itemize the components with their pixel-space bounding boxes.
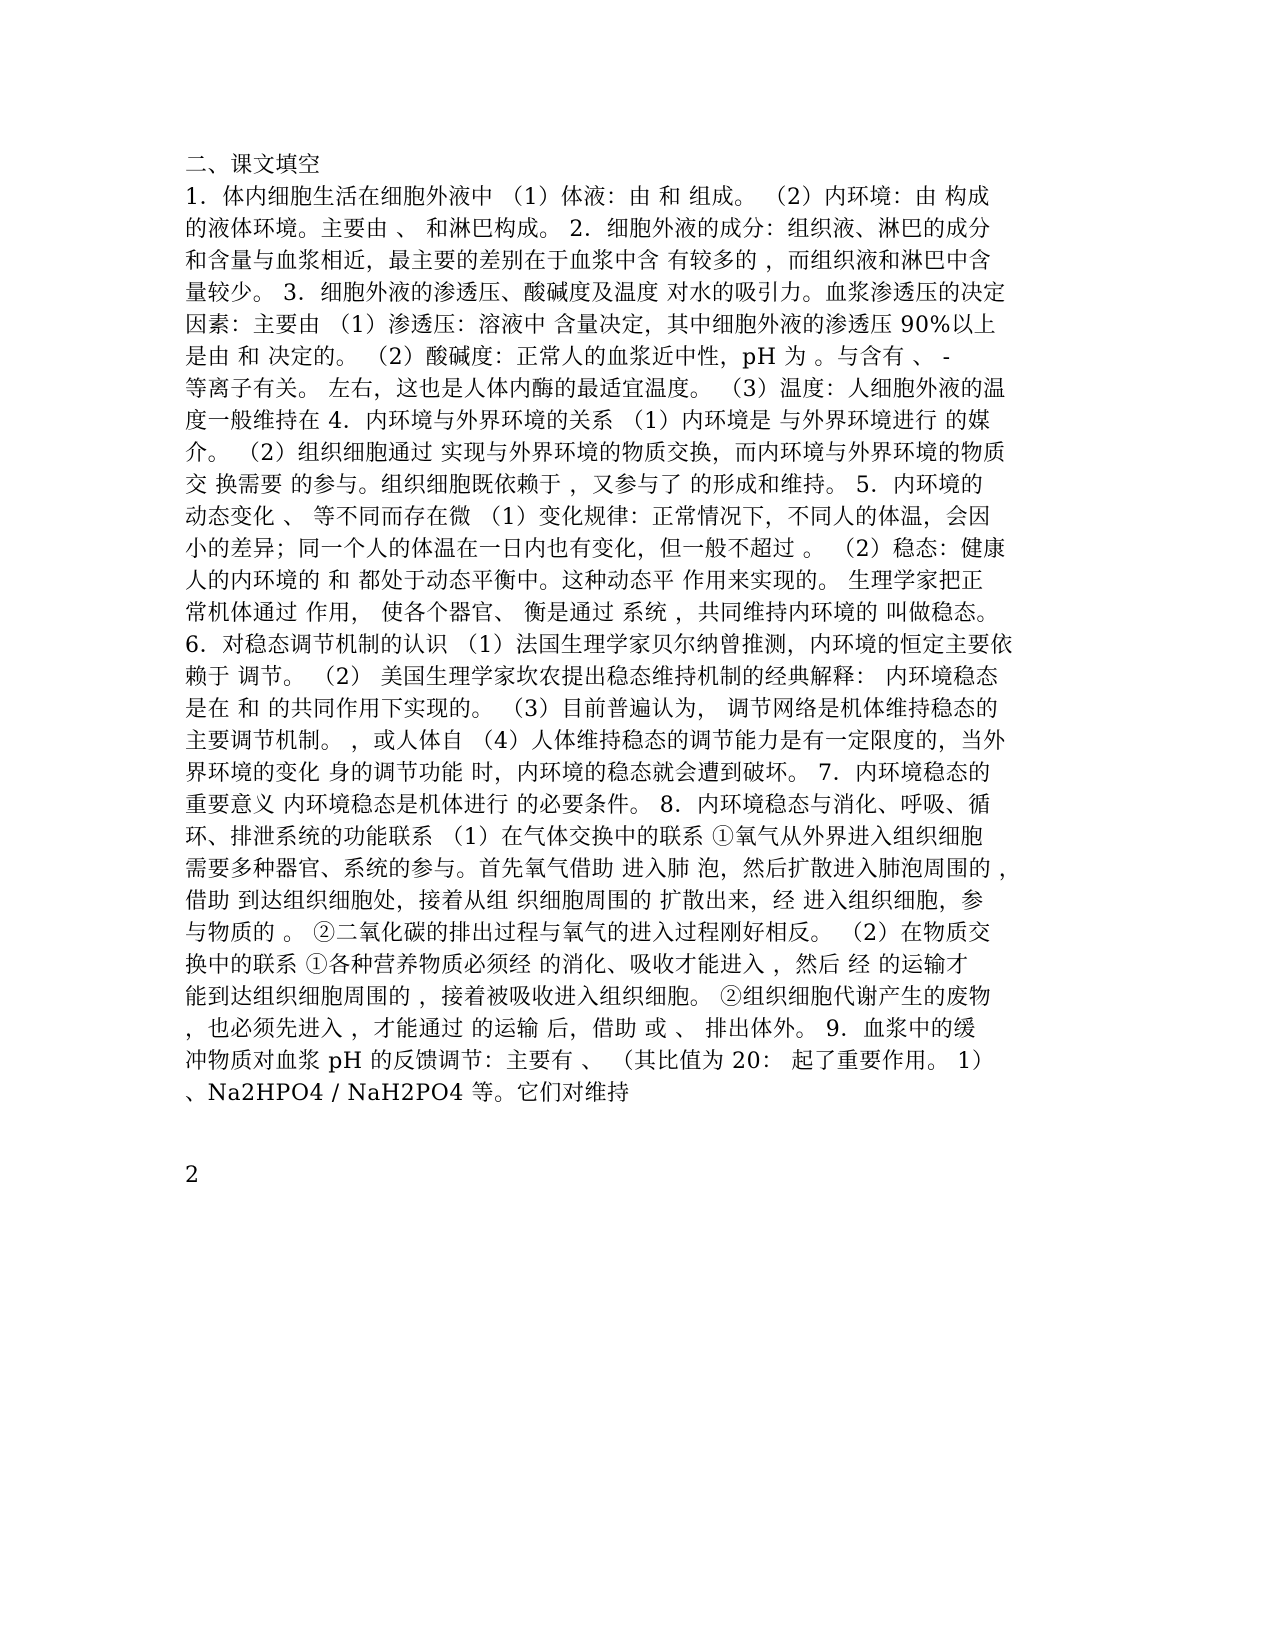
text-line: 与物质的 。 ②二氧化碳的排出过程与氧气的进入过程刚好相反。 （2）在物质交 bbox=[185, 921, 991, 946]
text-line: 和含量与血浆相近，最主要的差别在于血浆中含 有较多的 ，而组织液和淋巴中含 bbox=[185, 249, 992, 274]
text-line: 是由 和 决定的。 （2）酸碱度：正常人的血浆近中性，pH 为 。与含有 、 - bbox=[185, 345, 951, 370]
section-title: 二、课文填空 bbox=[185, 153, 321, 178]
text-line: 度一般维持在 4．内环境与外界环境的关系 （1）内环境是 与外界环境进行 的媒 bbox=[185, 409, 991, 434]
text-line: 冲物质对血浆 pH 的反馈调节：主要有 、 （其比值为 20： 起了重要作用。 1） bbox=[185, 1049, 995, 1074]
text-line: 赖于 调节。 （2） 美国生理学家坎农提出稳态维持机制的经典解释： 内环境稳态 bbox=[185, 665, 999, 690]
text-line: 交 换需要 的参与。组织细胞既依赖于 ，又参与了 的形成和维持。 5．内环境的 bbox=[185, 473, 984, 498]
text-line: 因素：主要由 （1）渗透压：溶液中 含量决定，其中细胞外液的渗透压 90%以上 bbox=[185, 313, 997, 338]
text-line: 动态变化 、 等不同而存在微 （1）变化规律：正常情况下，不同人的体温，会因 bbox=[185, 505, 991, 530]
text-line: 小的差异；同一个人的体温在一日内也有变化，但一般不超过 。 （2）稳态：健康 bbox=[185, 537, 1006, 562]
text-line: 界环境的变化 身的调节功能 时，内环境的稳态就会遭到破坏。 7．内环境稳态的 bbox=[185, 761, 991, 786]
text-line: 介。 （2）组织细胞通过 实现与外界环境的物质交换，而内环境与外界环境的物质 bbox=[185, 441, 1006, 466]
page-number: 2 bbox=[185, 1163, 199, 1188]
text-line: 能到达组织细胞周围的 ，接着被吸收进入组织细胞。 ②组织细胞代谢产生的废物 bbox=[185, 985, 992, 1010]
text-line: 1．体内细胞生活在细胞外液中 （1）体液：由 和 组成。 （2）内环境：由 构成 bbox=[185, 185, 990, 210]
text-line: 换中的联系 ①各种营养物质必须经 的消化、吸收才能进入 ，然后 经 的运输才 bbox=[185, 953, 969, 978]
text-line: 重要意义 内环境稳态是机体进行 的必要条件。 8．内环境稳态与消化、呼吸、循 bbox=[185, 793, 991, 818]
text-line: 借助 到达组织细胞处，接着从组 织细胞周围的 扩散出来，经 进入组织细胞，参 bbox=[185, 889, 984, 914]
text-line: 主要调节机制。 ，或人体自 （4）人体维持稳态的调节能力是有一定限度的，当外 bbox=[185, 729, 1006, 754]
text-line: ，也必须先进入 ，才能通过 的运输 后，借助 或 、 排出体外。 9．血浆中的缓 bbox=[185, 1017, 976, 1042]
text-line: 是在 和 的共同作用下实现的。 （3）目前普遍认为， 调节网络是机体维持稳态的 bbox=[185, 697, 999, 722]
text-line: 需要多种器官、系统的参与。首先氧气借助 进入肺 泡，然后扩散进入肺泡周围的 ， bbox=[185, 857, 1022, 882]
text-line: 等离子有关。 左右，这也是人体内酶的最适宜温度。 （3）温度：人细胞外液的温 bbox=[185, 377, 1006, 402]
text-line: 量较少。 3．细胞外液的渗透压、酸碱度及温度 对水的吸引力。血浆渗透压的决定 bbox=[185, 281, 1006, 306]
text-line: 环、排泄系统的功能联系 （1）在气体交换中的联系 ①氧气从外界进入组织细胞 bbox=[185, 825, 984, 850]
text-line: 常机体通过 作用， 使各个器官、 衡是通过 系统 ，共同维持内环境的 叫做稳态。 bbox=[185, 601, 999, 626]
text-line: 6．对稳态调节机制的认识 （1）法国生理学家贝尔纳曾推测，内环境的恒定主要依 bbox=[185, 633, 1013, 658]
text-line: 人的内环境的 和 都处于动态平衡中。这种动态平 作用来实现的。 生理学家把正 bbox=[185, 569, 984, 594]
text-line: 、Na2HPO4 / NaH2PO4 等。它们对维持 bbox=[185, 1081, 630, 1106]
text-line: 的液体环境。主要由 、 和淋巴构成。 2．细胞外液的成分：组织液、淋巴的成分 bbox=[185, 217, 991, 242]
